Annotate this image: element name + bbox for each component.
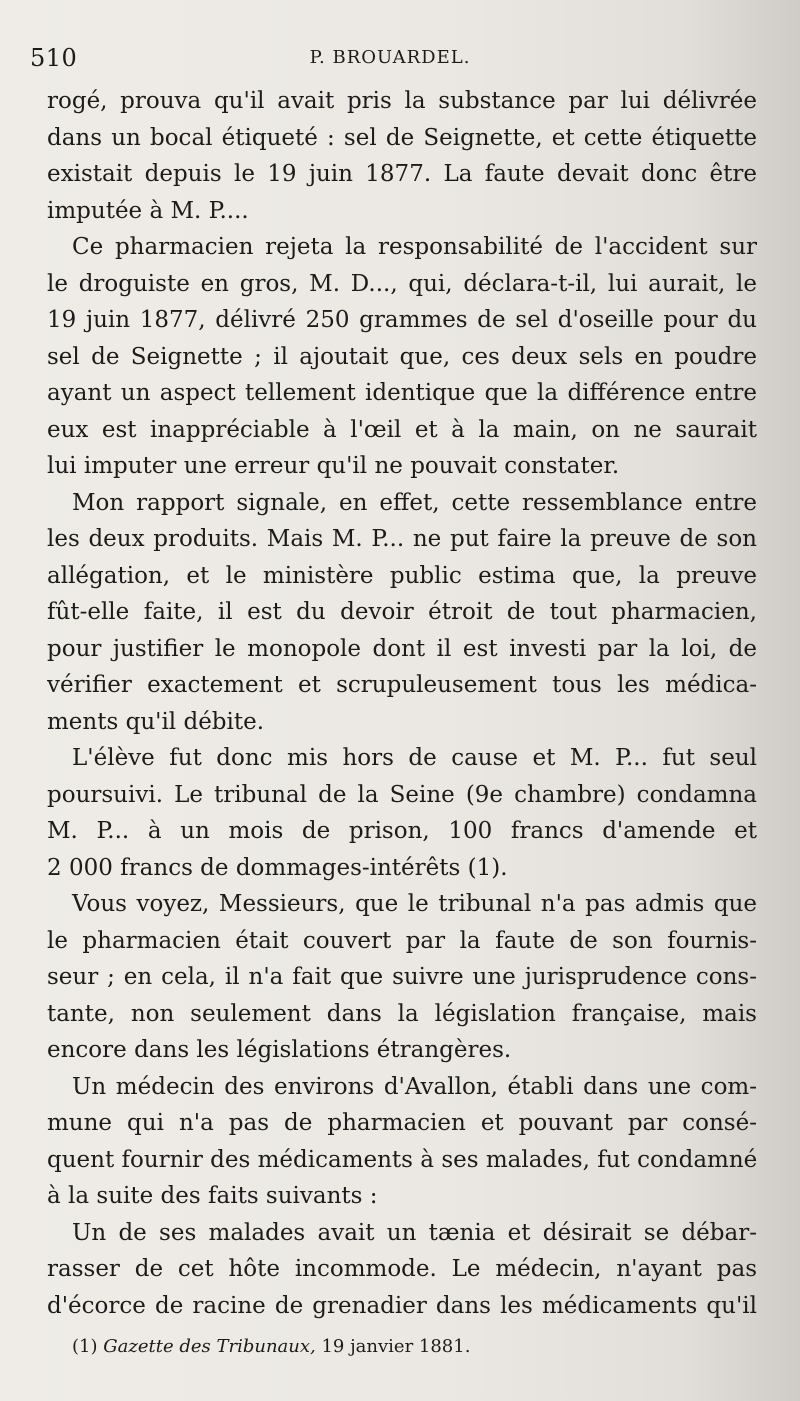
- footnote-date: 19 janvier 1881.: [321, 1336, 471, 1357]
- text-line: le pharmacien était couvert par la faute de son fournis-: [47, 927, 757, 954]
- text-line: existait depuis le 19 juin 1877. La faute devait donc être: [47, 161, 757, 187]
- text-line: eux est inappréciable à l'œil et à la main, on ne saurait: [47, 416, 757, 443]
- text-line: à la suite des faits suivants :: [47, 1183, 378, 1209]
- text-line: vérifier exactement et scrupuleusement tous les médica-: [47, 672, 757, 698]
- footnote: [72, 1335, 752, 1359]
- text-line: Ce pharmacien rejeta la responsabilité de l'accident sur: [72, 234, 757, 260]
- text-line: les deux produits. Mais M. P... ne put faire la preuve de son: [47, 526, 757, 552]
- text-line: ayant un aspect tellement identique que la différence entre: [47, 380, 757, 406]
- text-line: M. P... à un mois de prison, 100 francs d'amende et: [47, 818, 757, 844]
- text-line: imputée à M. P....: [47, 197, 249, 224]
- body-text: [47, 83, 757, 1324]
- text-line: seur ; en cela, il n'a fait que suivre une jurisprudence cons-: [47, 964, 757, 990]
- text-line: lui imputer une erreur qu'il ne pouvait constater.: [47, 453, 620, 479]
- text-line: 2 000 francs de dommages-intérêts (1).: [47, 854, 508, 881]
- text-line: poursuivi. Le tribunal de la Seine (9e chambre) condamna: [47, 781, 757, 808]
- text-line: Vous voyez, Messieurs, que le tribunal n'a pas admis que: [72, 891, 757, 917]
- running-head: P. BROUARDEL.: [309, 47, 471, 68]
- text-line: tante, non seulement dans la législation française, mais: [47, 1000, 757, 1027]
- footnote-marker: (1): [72, 1336, 98, 1357]
- text-line: d'écorce de racine de grenadier dans les médicaments qu'il: [47, 1292, 757, 1319]
- text-line: Un de ses malades avait un tænia et désirait se débar-: [72, 1219, 757, 1246]
- page-header: [30, 44, 750, 76]
- text-line: Un médecin des environs d'Avallon, établi dans une com-: [72, 1073, 757, 1100]
- text-line: fût-elle faite, il est du devoir étroit de tout pharmacien,: [47, 599, 757, 625]
- text-line: L'élève fut donc mis hors de cause et M. P... fut seul: [72, 745, 757, 771]
- text-line: mune qui n'a pas de pharmacien et pouvant par consé-: [47, 1110, 757, 1136]
- text-line: dans un bocal étiqueté : sel de Seignette, et cette étiquette: [47, 124, 757, 151]
- text-line: allégation, et le ministère public estima que, la preuve: [47, 562, 757, 589]
- page-number: 510: [30, 44, 78, 72]
- text-line: pour justifier le monopole dont il est investi par la loi, de: [47, 635, 757, 662]
- text-line: rasser de cet hôte incommode. Le médecin, n'ayant pas: [47, 1256, 757, 1282]
- text-line: encore dans les législations étrangères.: [47, 1037, 512, 1063]
- text-line: ments qu'il débite.: [47, 708, 265, 735]
- footnote-source: Gazette des Tribunaux,: [103, 1336, 316, 1357]
- text-line: Mon rapport signale, en effet, cette ressemblance entre: [72, 489, 757, 516]
- text-line: quent fournir des médicaments à ses malades, fut condamné: [47, 1146, 757, 1173]
- text-line: le droguiste en gros, M. D..., qui, déclara-t-il, lui aurait, le: [47, 270, 757, 297]
- text-line: 19 juin 1877, délivré 250 grammes de sel d'oseille pour du: [47, 307, 757, 333]
- text-line: rogé, prouva qu'il avait pris la substance par lui délivrée: [47, 88, 757, 114]
- text-line: sel de Seignette ; il ajoutait que, ces deux sels en poudre: [47, 343, 757, 370]
